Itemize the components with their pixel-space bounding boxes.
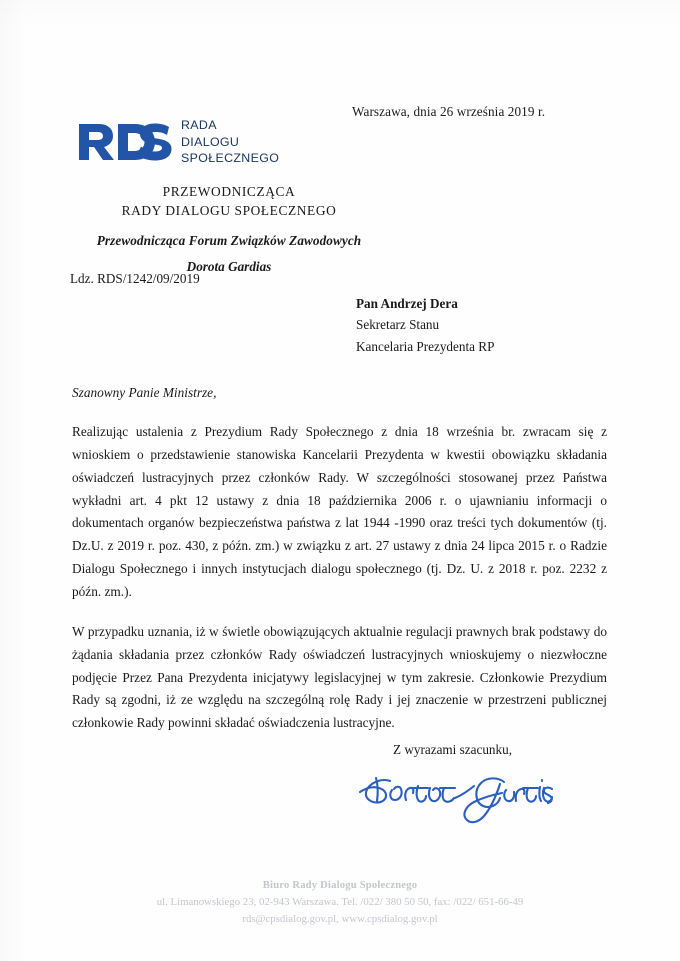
- addressee-office: Kancelaria Prezydenta RP: [356, 338, 495, 354]
- rds-logo-wordmark: [181, 116, 279, 167]
- addressee-block: [356, 293, 494, 357]
- closing-phrase: Z wyrazami szacunku,: [393, 742, 513, 757]
- sender-function-title: Przewodnicząca Forum Związków Zawodowych: [96, 233, 362, 249]
- sender-role-line-1: PRZEWODNICZĄCA: [162, 184, 296, 199]
- rds-logo: [76, 116, 279, 167]
- letter-paragraph-2: W przypadku uznania, iż w świetle obowiązujących aktualnie regulacji prawnych brak podstawy do żądania składania przez członków Rady oświadczeń lustracyjnych wnioskujemy o niezwłoczne podjęcie Przez Pana Prezydenta inicjatywy legislacyjnej w tym zakresie. Członkowie Prezydium Rady są zgodni, iż ze względu na szczególną rolę Rady i jej znaczenie w przestrzeni publicznej członkowie Rady powinni składać oświadczenia lustracyjne.: [72, 623, 607, 731]
- signature: [356, 758, 556, 829]
- footer-office-name: Biuro Rady Dialogu Społecznego: [262, 880, 418, 891]
- sender-role-line-2: RADY DIALOGU SPOŁECZNEGO: [121, 203, 337, 219]
- reference-number: Ldz. RDS/1242/09/2019: [70, 271, 200, 286]
- letter-paragraph-1: Realizując ustalenia z Prezydium Rady Społecznego z dnia 18 września br. zwracam się z wnioskiem o przedstawienie stanowiska Kancelarii Prezydenta w kwestii obowiązku składania oświadczeń lustracyjnych przez członków Rady. W szczególności stosowanej przez Państwa wykładni art. 4 pkt 12 ustawy z dnia 18 października 2006 r. o ujawnianiu informacji o dokumentach organów bezpieczeństwa państwa z lat 1944 -1990 oraz treści tych dokumentów (tj. Dz.U. z 2019 r. poz. 430, z późn. zm.) w związku z art. 27 ustawy z dnia 24 lipca 2015 r. o Radzie Dialogu Społecznego i innych instytucjach dialogu społecznego (tj. Dz. U. z 2018 r. poz. 2232 z późn. zm.).: [72, 424, 607, 600]
- logo-line-dialogu: DIALOGU: [181, 134, 240, 149]
- sender-name: Dorota Gardias: [186, 259, 272, 275]
- logo-line-spolecznego: SPOŁECZNEGO: [181, 151, 280, 166]
- addressee-name: Pan Andrzej Dera: [356, 296, 458, 311]
- salutation: Szanowny Panie Ministrze,: [72, 385, 217, 400]
- letter-body: [72, 421, 607, 735]
- footer-contact: rds@cpsdialog.gov.pl, www.cpsdialog.gov.pl: [242, 913, 438, 926]
- logo-line-rada: RADA: [181, 118, 217, 132]
- page-footer: [0, 878, 680, 928]
- sender-block: [64, 182, 394, 275]
- date-line: Warszawa, dnia 26 września 2019 r.: [352, 104, 546, 119]
- rds-logo-mark-icon: [76, 117, 172, 165]
- handwritten-signature-icon: [356, 758, 556, 824]
- addressee-position: Sekretarz Stanu: [356, 317, 440, 333]
- footer-address: ul. Limanowskiego 23, 02-943 Warszawa. Tel. /022/ 380 50 50, fax: /022/ 651-66-49: [156, 896, 524, 909]
